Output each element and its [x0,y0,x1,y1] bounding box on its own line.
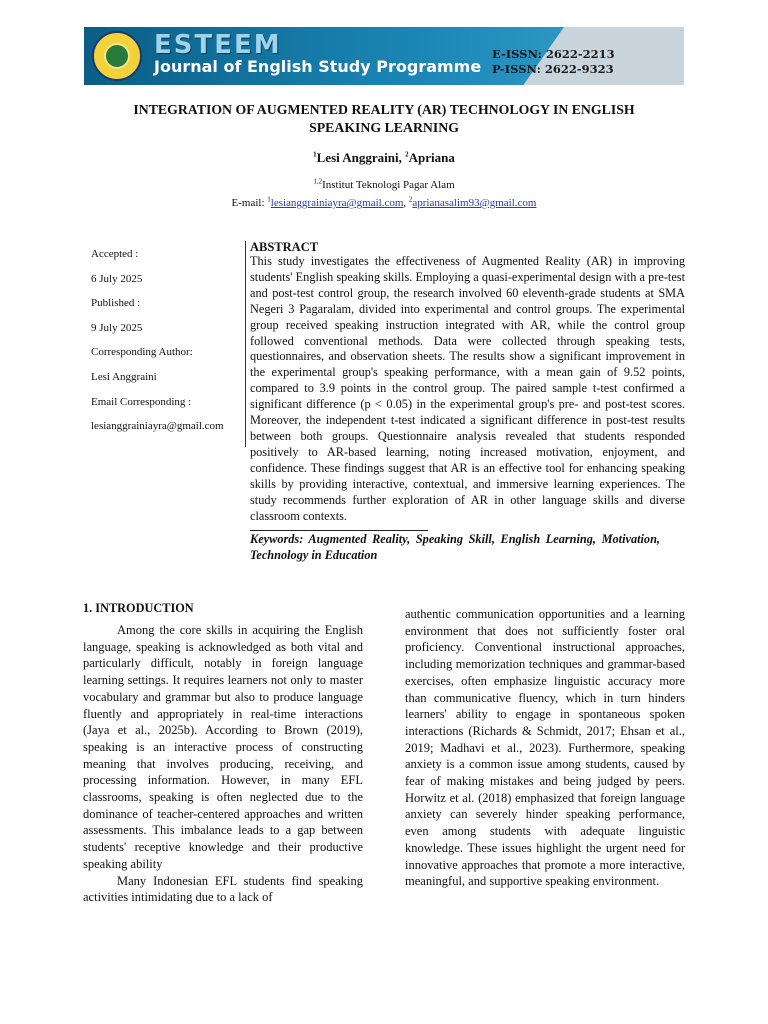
right-column [405,606,685,890]
affiliation [0,179,768,191]
affiliation-name: Institut Teknologi Pagar Alam [322,179,455,191]
sidebar-divider [245,241,246,447]
corresponding-name: Lesi Anggraini [91,370,157,383]
university-logo [92,31,142,81]
author2-sup: 2 [405,150,409,159]
email-link-2[interactable]: aprianasalim93@gmail.com [412,197,537,209]
email2-sup: 2 [408,195,413,204]
accepted-date: 6 July 2025 [91,272,143,285]
journal-banner [84,27,684,85]
journal-name: Journal of English Study Programme [154,57,482,76]
abstract-text: This study investigates the effectiveness of Augmented Reality (AR) in improving students' English speaking skills. Employing a quasi-experimental design with a pre-test and post-test control group, the research involved 60 eleventh-grade students at SMA Negeri 3 Pagaralam, divided into experimental and control groups. The experimental group received speaking instruction integrated with AR, while the control group followed conventional methods. Data were collected through speaking tests, questionnaires, and observation sheets. The results show a significant improvement in the experimental group's speaking performance, with a mean gain of 9.52 points, compared to 3.9 points in the control group. The paired sample t-test confirmed a significant difference (p < 0.05) in the experimental group's pre- and post-test scores. Moreover, the independent t-test indicated a significant difference in post-test results between both groups. Questionnaire analysis revealed that students responded positively to AR-based learning, noting increased motivation, enjoyment, and confidence. These findings suggest that AR is an effective tool for enhancing speaking skills by providing interactive, contextual, and immersive learning experiences. The study recommends further exploration of AR in other language skills and diverse classroom contexts. [250,254,685,523]
abstract-section [250,240,685,524]
intro-paragraph-1: Among the core skills in acquiring the English language, speaking is acknowledged as both vital and particularly difficult, notably in foreign language learning settings. It requires learners not only to master vocabulary and grammar but also to produce language fluently and appropriately in real-time interactions (Jaya et al., 2025b). According to Brown (2019), speaking is an interactive process of constructing meaning that involves producing, receiving, and processing information. However, in many EFL classrooms, speaking is often neglected due to the dominance of teacher-centered approaches and written assessments. This imbalance leads to a gap between students' receptive knowledge and their productive speaking ability [83,623,363,871]
corresponding-label: Corresponding Author: [91,346,193,359]
published-date: 9 July 2025 [91,321,143,334]
journal-short-name: ESTEEM [154,30,282,60]
issn-block [492,47,615,77]
email-corresponding: lesianggrainiayra@gmail.com [91,420,224,433]
keywords: Keywords: Augmented Reality, Speaking Skill, English Learning, Motivation, Technology in Education [250,532,660,562]
e-issn: E-ISSN: 2622-2213 [492,47,615,61]
accepted-label: Accepted : [91,248,139,260]
email1-sup: 1 [267,195,271,204]
introduction-heading: 1. INTRODUCTION [83,601,194,615]
email-corresponding-label: Email Corresponding : [91,395,192,408]
email-link-1[interactable]: lesianggrainiayra@gmail.com [270,197,404,209]
author1-sup: 1 [313,150,317,159]
abstract-heading: ABSTRACT [250,240,319,254]
authors [0,150,768,166]
author-1: Lesi Anggraini, [316,150,406,165]
keywords-rule [250,530,428,531]
title-line-1: INTEGRATION OF AUGMENTED REALITY (AR) TECHNOLOGY IN ENGLISH [133,102,635,117]
left-column [83,600,363,906]
author-emails [0,197,768,209]
article-title [0,101,768,137]
author-2: Apriana [408,150,455,165]
intro-paragraph-2: Many Indonesian EFL students find speaking activities intimidating due to a lack of [83,873,363,905]
article-info-sidebar [91,247,239,444]
intro-paragraph-continued: authentic communication opportunities and a learning environment that does not sufficiently foster oral proficiency. Conventional instructional approaches, including memorization techniques and grammar-based exercises, often emphasize linguistic accuracy more than communicative fluency, which in turn hinders learners' ability to engage in spontaneous spoken interactions (Richards & Schmidt, 2017; Ehsan et al., 2019; Madhavi et al., 2023). Furthermore, speaking anxiety is a common issue among students, caused by fear of making mistakes and being judged by peers. Horwitz et al. (2018) emphasized that foreign language anxiety can severely hinder speaking performance, even among students with adequate linguistic knowledge. These issues highlight the urgent need for innovative approaches that promote a more interactive, meaningful, and supportive speaking environment. [405,607,685,889]
logo-emblem [104,43,130,69]
title-line-2: SPEAKING LEARNING [309,120,459,135]
p-issn: P-ISSN: 2622-9323 [492,62,614,76]
email-separator: , [403,197,409,209]
affil-sup: 1,2 [313,177,323,186]
published-label: Published : [91,297,141,310]
email-label: E-mail: [231,197,268,209]
